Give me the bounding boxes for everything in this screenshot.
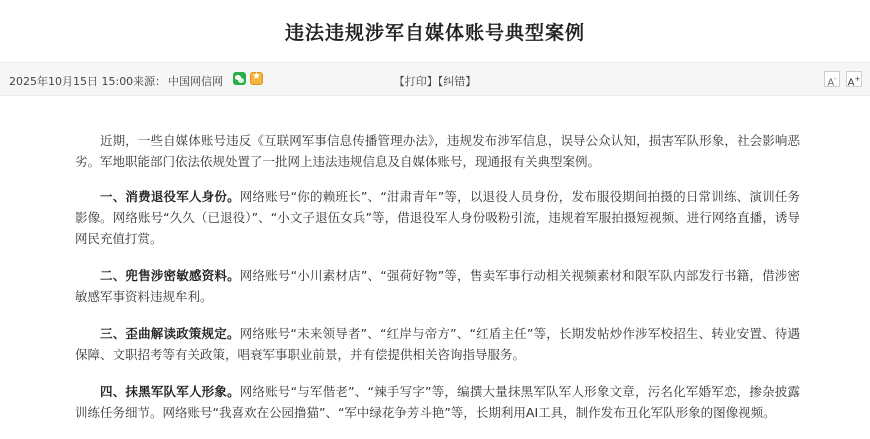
font-increase-label: A <box>847 77 855 89</box>
case-text-4: 网络账号“与军偕老”、“辣手写字”等，编撰大量抹黑军队军人形象文章，污名化军婚军恋，掺杂披露训练任务细节。网络账号“我喜欢在公园撸猫”、“军中绿花争芳斗艳”等，长期利用AI工具，制作发布丑化军队形象的图像视频。 <box>75 384 800 420</box>
publish-date: 2025年10月15日 15:00 <box>9 75 134 88</box>
article-body <box>75 130 800 439</box>
case-text-1: 网络账号“你的赖班长”、“泔肃青年”等，以退役人员身份，发布服役期间拍摄的日常训练、演训任务影像。网络账号“久久（已退役）”、“小文子退伍女兵”等，借退役军人身份吸粉引流，违规着军服拍摄短视频、进行网络直播，诱导网民充值打赏。 <box>75 189 800 246</box>
case-text-3: 网络账号“未来领导者”、“红岸与帝方”、“红盾主任”等，长期发帖炒作涉军校招生、转业安置、待遇保障、文职招考等有关政策，唱衰军事职业前景，并有偿提供相关咨询指导服务。 <box>75 326 800 362</box>
source-label: 来源： <box>133 75 166 88</box>
source-name: 中国网信网 <box>168 75 223 88</box>
intro-paragraph: 近期，一些自媒体账号违反《互联网军事信息传播管理办法》，违规发布涉军信息，误导公众认知，损害军队形象，社会影响恶劣。军地职能部门依法依规处置了一批网上违法违规信息及自媒体账号，现通报有关典型案例。 <box>75 133 800 169</box>
case-text-2: 网络账号“小川素材店”、“强荷好物”等，售卖军事行动相关视频素材和限军队内部发行书籍，借涉密敏感军事资料违规牟利。 <box>75 268 800 304</box>
case-paragraph-4 <box>75 381 800 423</box>
case-heading-2: 二、兜售涉密敏感资料。 <box>100 268 240 283</box>
case-heading-4: 四、抹黑军队军人形象。 <box>100 384 240 399</box>
case-paragraph-1 <box>75 186 800 249</box>
case-heading-1: 一、消费退役军人身份。 <box>100 189 240 204</box>
case-heading-3: 三、歪曲解读政策规定。 <box>100 326 240 341</box>
correction-link[interactable]: 【纠错】 <box>437 75 477 88</box>
article-meta-bar <box>0 62 870 96</box>
font-decrease-button[interactable]: A- <box>824 71 840 87</box>
article-actions <box>0 73 870 89</box>
page-title: 违法违规涉军自媒体账号典型案例 <box>284 22 585 44</box>
print-link[interactable]: 【打印】 <box>393 75 438 88</box>
case-paragraph-3 <box>75 323 800 365</box>
font-increase-button[interactable]: A+ <box>846 71 862 87</box>
case-paragraph-2 <box>75 265 800 307</box>
font-decrease-label: A <box>827 77 835 89</box>
